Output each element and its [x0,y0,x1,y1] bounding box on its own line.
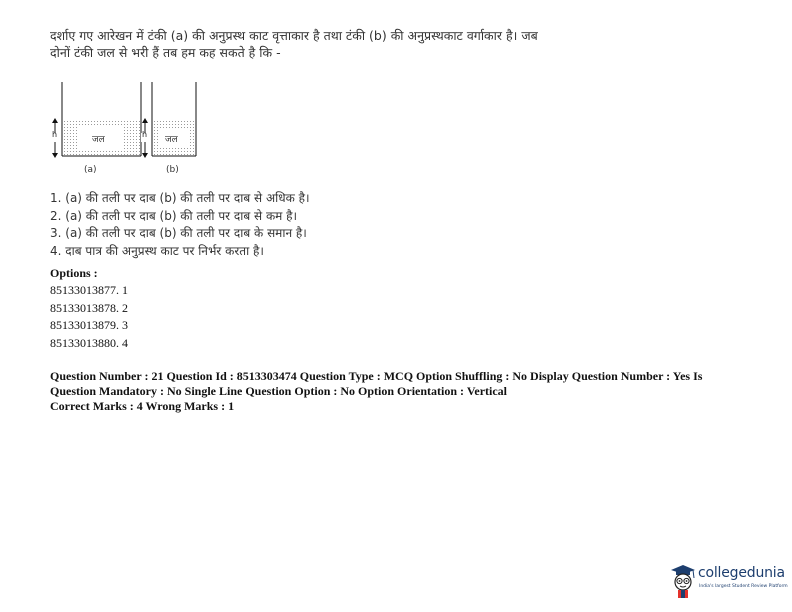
tank-diagram-svg [48,78,208,178]
collegedunia-logo [668,560,786,600]
tank-b-water-label: जल [165,135,178,145]
tank-b-height-label: h [142,130,148,139]
tank-b [141,82,196,158]
option-item: 85133013879. 3 [50,318,128,332]
option-item: 85133013878. 2 [50,300,128,315]
tank-diagram [48,78,208,178]
tank-b-caption: (b) [166,165,179,175]
tank-a-arrow-down-icon [52,153,58,158]
statement-item: 3. (a) की तली पर दाब (b) की तली पर दाब के समान है। [50,226,307,240]
metadata-line-3: Correct Marks : 4 Wrong Marks : 1 [50,399,235,413]
tank-a-arrow-up-icon [52,118,58,123]
metadata-line-1: Question Number : 21 Question Id : 8513303474 Question Type : MCQ Option Shuffling : No Display Question Number : Yes Is [50,369,703,383]
tank-a [51,82,141,158]
tank-b-arrow-up-icon [142,118,148,123]
tank-a-caption: (a) [84,165,97,175]
statement-item: 2. (a) की तली पर दाब (b) की तली पर दाब से कम है। [50,208,298,223]
tank-a-height-label: h [52,130,58,139]
option-item: 85133013880. 4 [50,335,128,350]
metadata-line-2: Question Mandatory : No Single Line Question Option : No Option Orientation : Vertical [50,384,508,398]
tank-a-water-label: जल [92,135,105,145]
statement-item: 4. दाब पात्र की अनुप्रस्थ काट पर निर्भर करता है। [50,243,264,258]
statement-list [50,190,310,260]
tank-b-arrow-down-icon [142,153,148,158]
logo-wordmark: collegedunia [698,565,785,581]
question-line-2: दोनों टंकी जल से भरी हैं तब हम कह सकते है कि - [50,45,281,60]
question-metadata [50,369,740,414]
question-line-1: दर्शाए गए आरेखन में टंकी (a) की अनुप्रस्थ काट वृत्ताकार है तथा टंकी (b) की अनुप्रस्थकाट वर्गाकार है। जब [50,28,538,43]
graduate-mascot-icon [668,560,698,600]
options-list [50,282,128,352]
statement-item: 1. (a) की तली पर दाब (b) की तली पर दाब से अधिक है। [50,191,310,205]
option-item: 85133013877. 1 [50,283,128,297]
options-heading: Options : [50,266,98,280]
question-text [50,27,550,61]
logo-tagline: India's largest Student Review Platform [699,584,788,589]
